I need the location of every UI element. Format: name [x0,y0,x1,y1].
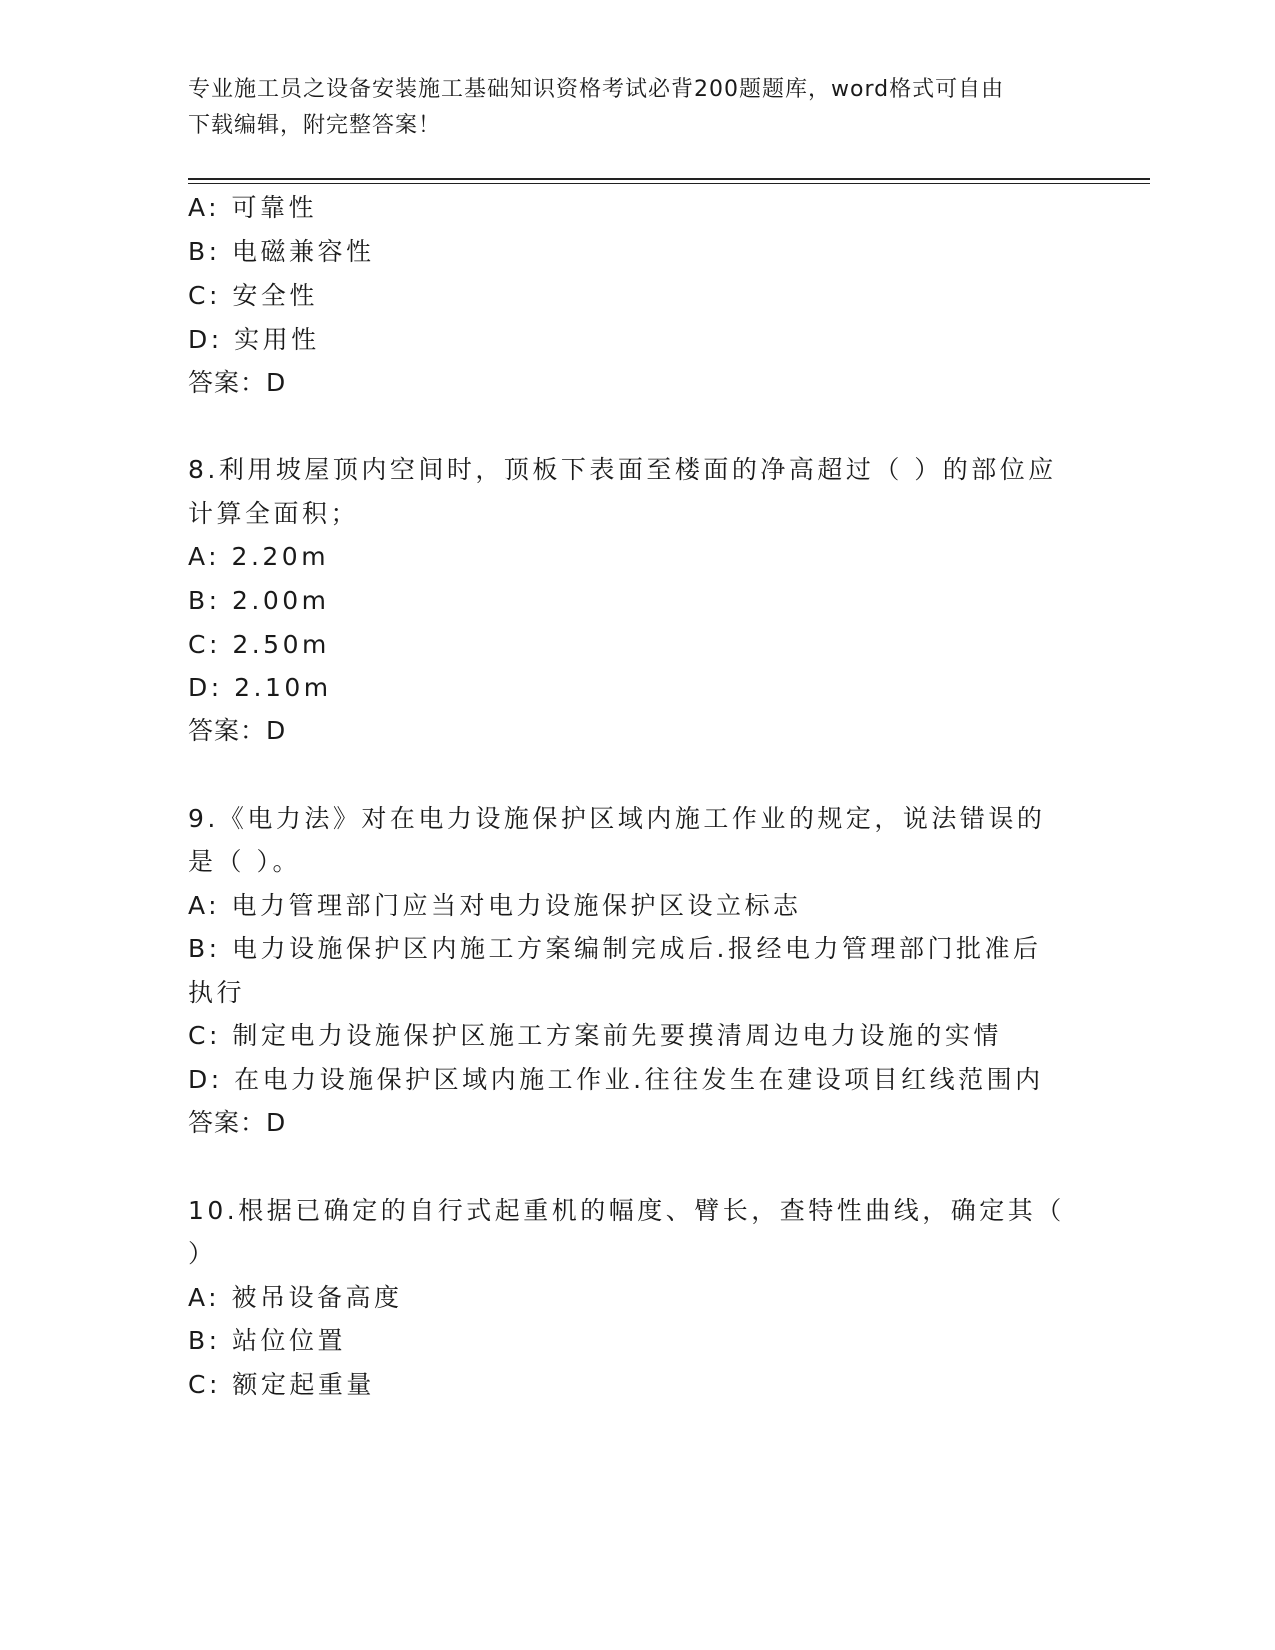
q8-answer: 答案：D [188,716,287,745]
header-line-2: 下载编辑，附完整答案！ [188,113,442,138]
q9-answer: 答案：D [188,1108,287,1137]
q9-stem-line-1: 9.《电力法》对在电力设施保护区域内施工作业的规定，说法错误的 [188,804,1046,833]
q7-option-b: B: 电磁兼容性 [188,237,375,266]
q9-option-c: C: 制定电力设施保护区施工方案前先要摸清周边电力设施的实情 [188,1021,1002,1050]
q9-stem-line-2: 是（ ）。 [188,847,301,876]
q10-stem-line-2: ） [188,1239,217,1268]
q7-option-c: C: 安全性 [188,281,318,310]
q7-answer: 答案：D [188,368,287,397]
q8-option-b: B: 2.00m [188,586,330,615]
q8-stem-line-1: 8.利用坡屋顶内空间时，顶板下表面至楼面的净高超过（ ）的部位应 [188,455,1057,484]
q9-option-d: D: 在电力设施保护区域内施工作业.往往发生在建设项目红线范围内 [188,1065,1044,1094]
header-line-1: 专业施工员之设备安装施工基础知识资格考试必背200题题库，word格式可自由 [188,77,1005,102]
header-divider-thick [188,178,1150,180]
q9-option-a: A: 电力管理部门应当对电力设施保护区设立标志 [188,891,802,920]
q7-option-d: D: 实用性 [188,325,320,354]
q9-option-b-line-2: 执行 [188,978,246,1007]
q10-option-a: A: 被吊设备高度 [188,1283,403,1312]
q10-option-b: B: 站位位置 [188,1326,347,1355]
document-header [188,72,1068,144]
q10-option-c: C: 额定起重量 [188,1370,375,1399]
q8-stem-line-2: 计算全面积； [188,499,360,528]
q8-option-d: D: 2.10m [188,673,332,702]
q9-option-b-line-1: B: 电力设施保护区内施工方案编制完成后.报经电力管理部门批准后 [188,934,1042,963]
q7-option-a: A: 可靠性 [188,193,318,222]
q10-stem-line-1: 10.根据已确定的自行式起重机的幅度、臂长，查特性曲线，确定其（ [188,1196,1065,1225]
header-divider-thin [188,183,1150,184]
q8-option-a: A: 2.20m [188,542,330,571]
q8-option-c: C: 2.50m [188,630,330,659]
